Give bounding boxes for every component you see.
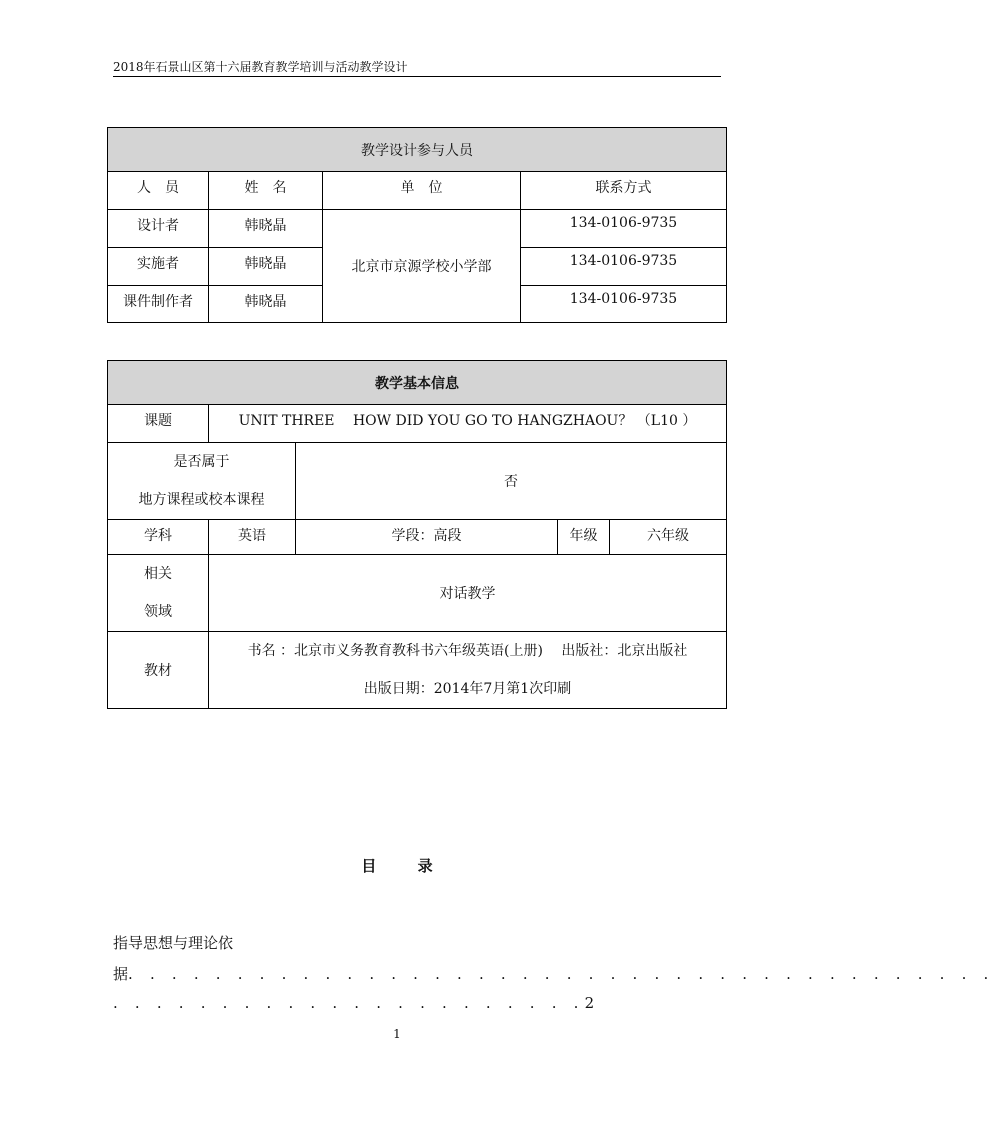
textbook-line2: 出版日期：2014年7月第1次印刷 [363, 681, 572, 697]
stage-cell: 学段：高段 [296, 520, 558, 555]
col-header-unit: 单 位 [323, 172, 521, 210]
local-course-value: 否 [296, 443, 727, 520]
name-cell: 韩晓晶 [209, 286, 323, 323]
name-cell: 韩晓晶 [209, 210, 323, 248]
textbook-value [209, 632, 727, 709]
col-header-contact: 联系方式 [521, 172, 727, 210]
participants-title: 教学设计参与人员 [108, 128, 727, 172]
page-header: 2018年石景山区第十六届教育教学培训与活动教学设计 [113, 60, 408, 74]
toc-page-number: 2 [584, 994, 595, 1012]
participants-table [107, 127, 727, 323]
local-course-label-line2: 地方课程或校本课程 [138, 492, 265, 508]
phone-cell: 134-0106-9735 [521, 210, 727, 248]
topic-label: 课题 [108, 405, 209, 443]
textbook-line1: 书名 ：北京市义务教育教科书六年级英语(上册) 出版社：北京出版社 [247, 643, 688, 659]
basic-info-table [107, 360, 727, 709]
grade-label: 年级 [558, 520, 610, 555]
role-cell: 设计者 [108, 210, 209, 248]
header-rule [113, 76, 721, 77]
role-cell: 实施者 [108, 248, 209, 286]
toc-entry-line3[interactable] [113, 994, 594, 1012]
field-value: 对话教学 [209, 555, 727, 632]
role-cell: 课件制作者 [108, 286, 209, 323]
local-course-label-line1: 是否属于 [173, 454, 230, 470]
name-cell: 韩晓晶 [209, 248, 323, 286]
subject-label: 学科 [108, 520, 209, 555]
grade-value: 六年级 [610, 520, 727, 555]
phone-cell: 134-0106-9735 [521, 248, 727, 286]
toc-title: 目 录 [361, 857, 451, 875]
unit-cell: 北京市京源学校小学部 [323, 210, 521, 323]
field-label [108, 555, 209, 632]
field-label-line1: 相关 [144, 566, 172, 582]
topic-value: UNIT THREE HOW DID YOU GO TO HANGZHAOU？ （L10 ） [209, 405, 727, 443]
toc-entry-line1[interactable]: 指导思想与理论依 [113, 934, 234, 952]
basic-info-title: 教学基本信息 [108, 361, 727, 405]
local-course-label [108, 443, 296, 520]
toc-leader-dots: . . . . . . . . . . . . . . . . . . . . . . [113, 994, 585, 1012]
phone-cell: 134-0106-9735 [521, 286, 727, 323]
toc-entry-line2[interactable] [113, 963, 995, 984]
toc-entry-text: 据 [113, 965, 129, 983]
col-header-name: 姓 名 [209, 172, 323, 210]
textbook-label: 教材 [108, 632, 209, 709]
toc-leader-dots: . . . . . . . . . . . . . . . . . . . . . . . . . . . . . . . . . . . . . . . . [128, 965, 995, 983]
subject-value: 英语 [209, 520, 296, 555]
field-label-line2: 领域 [144, 604, 172, 620]
col-header-role: 人 员 [108, 172, 209, 210]
page-number: 1 [393, 1027, 401, 1041]
